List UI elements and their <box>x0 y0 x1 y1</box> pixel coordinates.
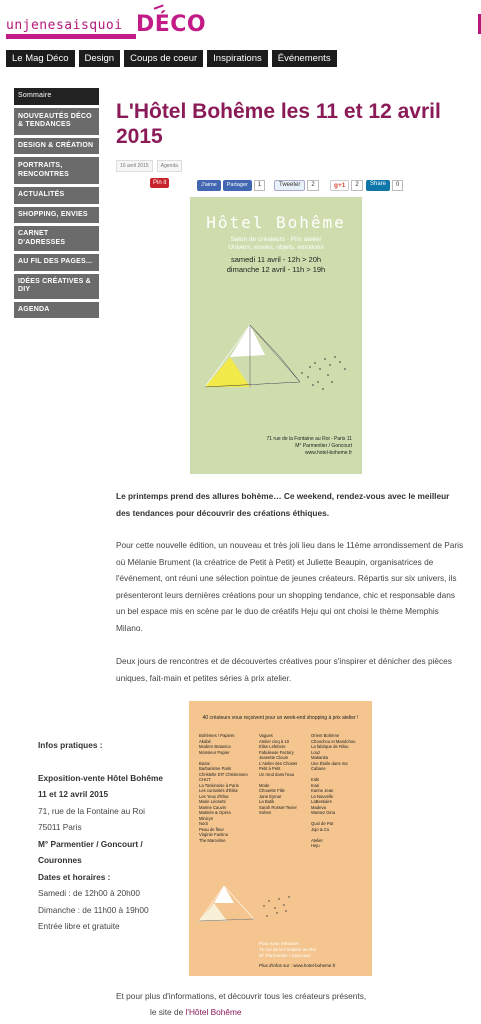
poster-address-line1: 71 rue de la Fontaine au Roi - Paris 11 <box>266 436 352 442</box>
info-title: Infos pratiques : <box>38 740 103 750</box>
creator-entry: Cabane <box>311 766 326 771</box>
creator-entry: Orient Bohème <box>311 733 340 738</box>
article-lead: Le printemps prend des allures bohème… Ce weekend, rendez-vous avec le meilleur des tendances pour découvrir des créations éthiques. <box>116 491 450 518</box>
creator-entry: Peau de fleur <box>199 826 224 832</box>
sidebar-item-au-fil[interactable]: AU FIL DES PAGES... <box>14 254 99 271</box>
poster-address <box>266 436 352 457</box>
sidebar-item-shopping[interactable]: SHOPPING, ENVIES <box>14 207 99 224</box>
creator-entry: Akabé <box>199 738 211 744</box>
creator-entry: Elise Lefebvre <box>259 744 286 749</box>
creator-entry: Wantez Gina <box>311 810 336 815</box>
creator-entry: Sarah Rosset-Texier <box>259 804 297 810</box>
logo-bar <box>6 34 136 39</box>
facebook-like-button[interactable]: J'aime <box>197 180 221 191</box>
gplus-count: 2 <box>351 180 362 191</box>
tweet-button[interactable]: Tweeter <box>274 180 305 191</box>
creator-entry: Virginie Fantino <box>199 832 229 837</box>
linkedin-count: 0 <box>392 180 403 191</box>
creator-entry: Mode <box>259 782 270 788</box>
creator-entry: Sohen <box>259 810 272 815</box>
closing-link-line <box>150 1004 450 1020</box>
creator-entry: La Nouvelle <box>311 793 334 799</box>
sidebar-item-sommaire[interactable]: Sommaire <box>14 88 99 105</box>
creator-entry: La Batik <box>259 799 275 804</box>
nav-evenements[interactable]: Événements <box>272 50 337 67</box>
creator-entry: Fabuleuse Factory <box>259 749 294 755</box>
creator-entry: Marie Léonetti <box>199 799 226 804</box>
poster-title: Hôtel Bohême <box>206 213 346 232</box>
event-poster[interactable] <box>190 197 362 474</box>
sidebar-item-carnet[interactable]: CARNET D'ADRESSES <box>14 226 99 251</box>
info-hours-title: Dates et horaires : <box>38 871 111 882</box>
creator-entry: Inari <box>311 782 320 788</box>
creators-footer-line3: M° Parmentier / Goncourt <box>259 953 311 958</box>
creator-entry: Un rond dans l'eau <box>259 771 295 777</box>
creator-entry: Les curiosités d'Elise <box>199 788 238 793</box>
nav-design[interactable]: Design <box>79 50 121 67</box>
pinterest-button[interactable]: Pin it <box>150 178 169 188</box>
logo-text: unjenesaisquoi <box>6 18 123 33</box>
sidebar-item-design-creation[interactable]: DESIGN & CRÉATION <box>14 138 99 155</box>
info-address-1: 71, rue de la Fontaine au Roi <box>38 805 146 816</box>
creator-entry: Monsieur Papier <box>199 749 230 755</box>
facebook-count: 1 <box>254 180 265 191</box>
hotel-boheme-link[interactable]: l'Hôtel Bohême <box>185 1007 242 1017</box>
info-sunday: Dimanche : de 11h00 à 19h00 <box>38 904 149 915</box>
creators-footer-line4: Plus d'infos sur : www.hotel-boheme.fr <box>259 963 336 968</box>
creator-entry: Modern Botanica <box>199 744 231 749</box>
creator-entry: Karine Jean <box>311 788 334 793</box>
article-meta <box>116 160 182 172</box>
poster-date-saturday: samedi 11 avril - 12h > 20h <box>230 255 322 264</box>
info-address-2: 75011 Paris <box>38 822 82 832</box>
creator-entry: Les Yeux d'Elsa <box>199 793 229 799</box>
creators-poster-art <box>189 861 372 941</box>
info-entry: Entrée libre et gratuite <box>38 921 120 931</box>
creator-entry: Barbarisme Paris <box>199 766 232 771</box>
creator-entry: Makanka <box>311 755 328 760</box>
sidebar-item-idees[interactable]: IDÉES CRÉATIVES & DIY <box>14 274 99 299</box>
creator-entry: Atelier <box>311 837 323 843</box>
creator-entry: Vagues <box>259 733 273 738</box>
creator-entry: La Tonkinoise à Paris <box>199 782 239 788</box>
logo-deco: DÉCO <box>136 12 207 37</box>
top-navigation <box>6 50 337 67</box>
facebook-group <box>197 178 265 192</box>
creator-entry: L'Atelier des Choses <box>259 760 298 766</box>
creator-entry: Matinée & Opéra <box>199 810 231 815</box>
creator-entry: Bohèmes / Papiers <box>199 733 235 738</box>
linkedin-group <box>366 178 403 192</box>
facebook-share-button[interactable]: Partager <box>223 180 252 191</box>
info-event: Exposition-vente Hôtel Bohême <box>38 772 163 783</box>
nav-le-mag-deco[interactable]: Le Mag Déco <box>6 50 75 67</box>
creators-column-1 <box>199 733 248 843</box>
poster-address-line2: M° Parmentier / Goncourt <box>295 443 352 449</box>
creators-poster[interactable] <box>189 701 372 976</box>
article-title: L'Hôtel Bohême les 11 et 12 avril 2015 <box>116 100 441 148</box>
practical-info <box>38 737 188 935</box>
creator-entry: Chouchou et Mandchou <box>311 738 356 744</box>
article-date: 10 avril 2015 <box>116 160 153 172</box>
creator-entry: Jojo & Co <box>311 826 330 832</box>
creator-entry: Jane Eymar <box>259 793 282 799</box>
info-dates: 11 et 12 avril 2015 <box>38 789 109 799</box>
creator-entry: LaBestiaire <box>311 799 332 804</box>
poster-subtitle-2: Univers, envies, objets, émotions <box>228 244 324 251</box>
creator-entry: CHUT <box>199 777 211 782</box>
poster-subtitle-1: Salon de créateurs · Prix atelier <box>230 236 322 243</box>
gplus-button[interactable]: g+1 <box>330 180 349 191</box>
creator-entry: The Marceline <box>199 837 226 843</box>
creator-entry: Minicyn <box>199 815 214 821</box>
info-metro: M° Parmentier / Goncourt / Couronnes <box>38 838 143 865</box>
logo-accent <box>154 4 165 11</box>
sidebar-item-portraits[interactable]: PORTRAITS, RENCONTRES <box>14 157 99 184</box>
sidebar-item-agenda[interactable]: AGENDA <box>14 302 99 319</box>
twitter-group <box>274 178 319 192</box>
poster-date-sunday: dimanche 12 avril - 11h > 19h <box>226 265 326 274</box>
creator-entry: La fabrique de Rilou <box>311 744 349 749</box>
nav-coups-de-coeur[interactable]: Coups de coeur <box>124 50 203 67</box>
creator-entry: Marine Cauvin <box>199 804 226 810</box>
poster-geometric-art <box>190 287 362 417</box>
gplus-group <box>330 178 363 192</box>
creator-entry: Jeanette Clouin <box>259 755 289 760</box>
sidebar-item-nouveautes[interactable]: NOUVEAUTÉS DÉCO & TENDANCES <box>14 108 99 135</box>
creators-poster-headline: 40 créateurs vous reçoivent pour un week-end shopping à prix atelier ! <box>202 715 359 721</box>
creator-entry: Christelle DIT Christensen <box>199 771 248 777</box>
info-saturday: Samedi : de 12h00 à 20h00 <box>38 888 140 898</box>
article-paragraph-1: Pour cette nouvelle édition, un nouveau et très joli lieu dans le 11ème arrondissement de Paris où Mélanie Brument (la créatrice de Petit à Petit) et Juliette Beaupin, organisatrices de l'événement, ont réuni une sélection pointue de jeunes créateurs. Répartis sur six univers, ils présenteront leurs dernières créations pour un shopping tendance, chic et responsable dans un bel espace mis en scène par le duo de créatifs Heju qui ont choisi le thème Memphis Milano. <box>116 540 464 633</box>
creators-footer-line1: Pour nous retrouver : <box>259 941 302 946</box>
sidebar-menu <box>14 88 99 321</box>
creator-entry: Quoi de Pat <box>311 821 334 826</box>
linkedin-share-button[interactable]: Share <box>366 180 390 191</box>
article-category[interactable]: Agenda <box>157 160 182 172</box>
article-paragraph-2: Deux jours de rencontres et de découvertes créatives pour s'inspirer et dénicher des pièces uniques, fait-main et petites séries à prix atelier. <box>116 656 452 683</box>
creators-footer-line2: 71 rue de la Fontaine au Roi <box>259 947 316 952</box>
creator-entry: Noot <box>199 821 208 826</box>
tweet-count: 2 <box>307 180 318 191</box>
site-logo[interactable] <box>6 6 206 38</box>
closing-text: Et pour plus d'informations, et découvrir tous les créateurs présents, <box>116 991 367 1001</box>
sidebar-item-actualites[interactable]: ACTUALITÉS <box>14 187 99 204</box>
creator-entry: Petit à Petit <box>259 766 281 771</box>
nav-inspirations[interactable]: Inspirations <box>207 50 268 67</box>
creators-column-2 <box>259 733 297 816</box>
poster-address-line3: www.hotel-boheme.fr <box>305 450 352 456</box>
poster-subtitle <box>190 236 362 252</box>
creators-column-3 <box>311 733 355 849</box>
creator-entry: Atelier cinq à 10 <box>259 738 290 744</box>
closing-link-prefix: le site de <box>150 1007 186 1017</box>
creator-entry: Heju <box>311 843 320 848</box>
creator-entry: Louz <box>311 749 321 755</box>
creator-entry: Kids <box>311 777 320 782</box>
creator-entry: Chouette Fille <box>259 788 285 793</box>
creator-entry: Bazar <box>199 760 210 766</box>
creator-entry: Madeva <box>311 804 326 810</box>
creator-entry: Une Étoile dans ma <box>311 760 348 766</box>
